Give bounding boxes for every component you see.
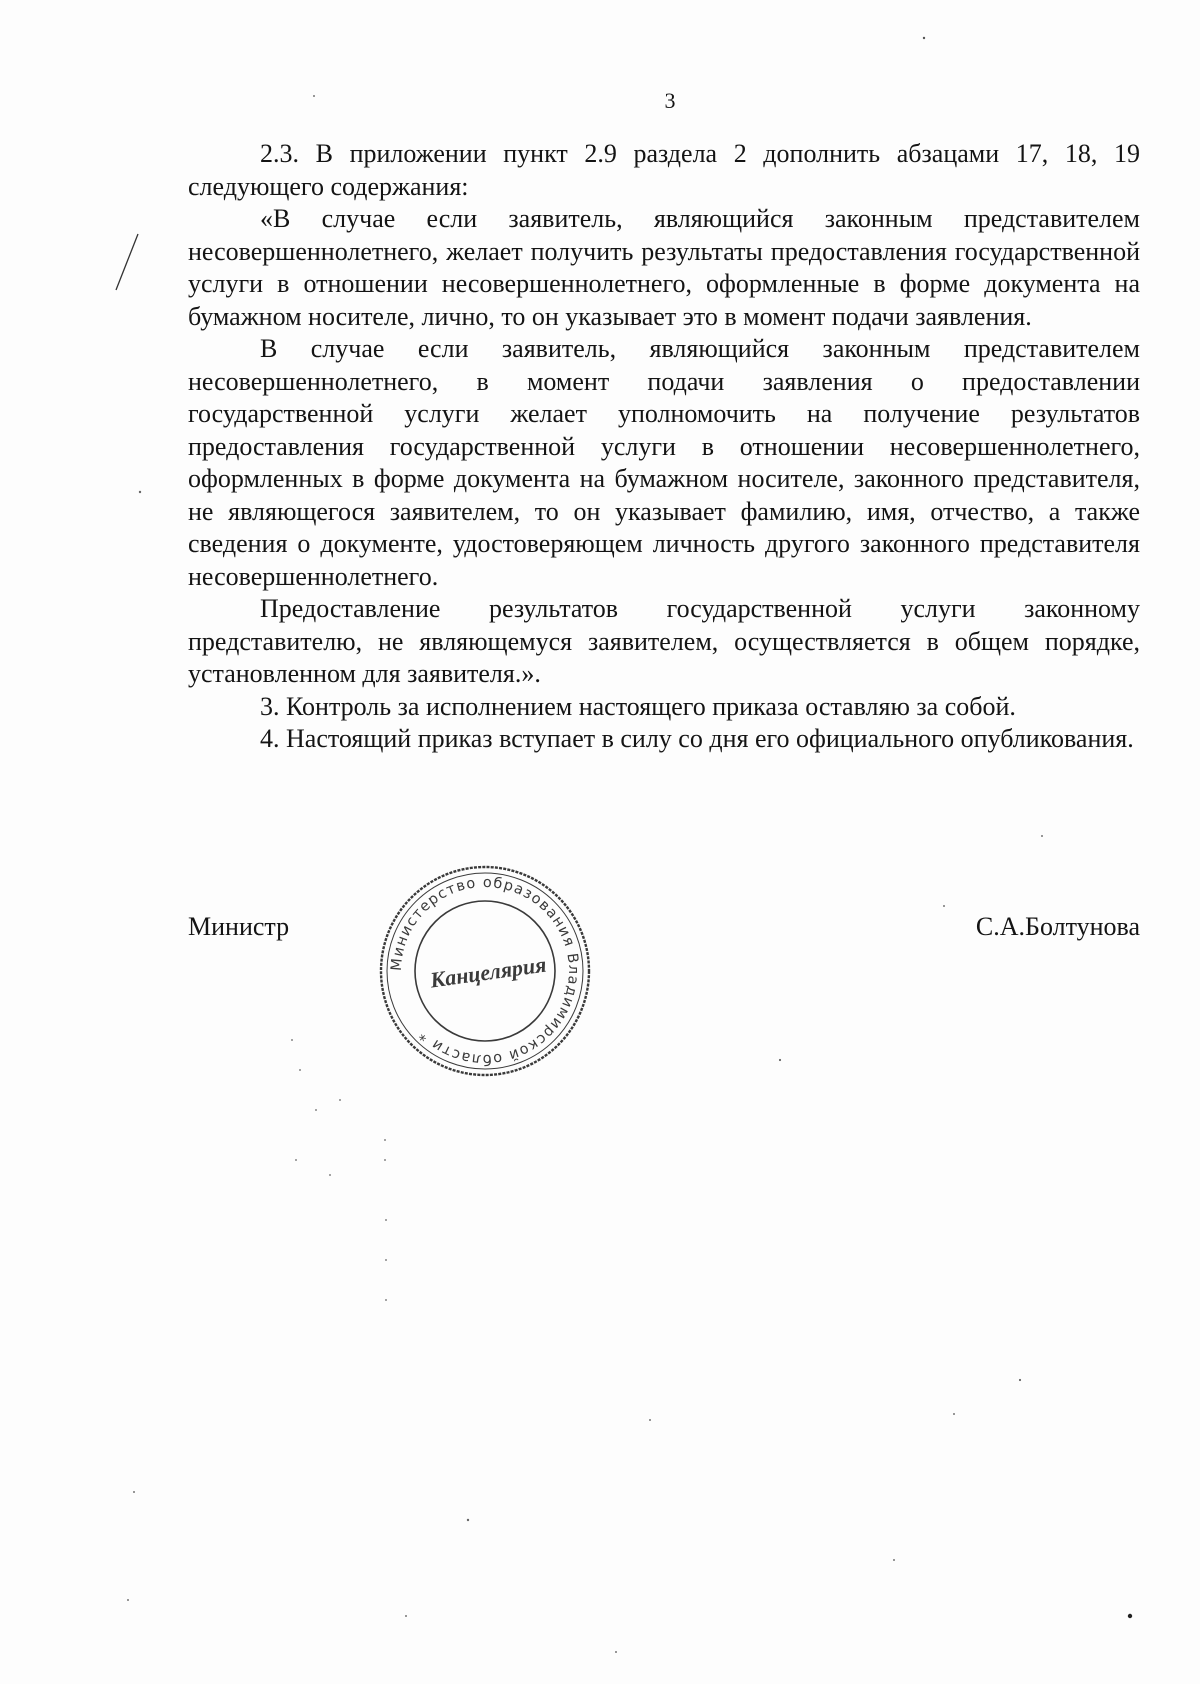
stamp-center-text: Канцелярия [428, 951, 548, 993]
paragraph-quote-2: В случае если заявитель, являющийся законным представителем несовершеннолетнего, в момент подачи заявления о предоставлении государственной услуги желает уполномочить на получение результатов предоставления государственной услуги в отношении несовершеннолетнего, оформленных в форме документа на бумажном носителе, законного представителя, не являющегося заявителем, то он указывает фамилию, имя, отчество, а также сведения о документе, удостоверяющем личность другого законного представителя несовершеннолетнего. [188, 334, 1140, 591]
paragraph-quote-1: «В случае если заявитель, являющийся законным представителем несовершеннолетнего, желает получить результаты предоставления государственной услуги в отношении несовершеннолетнего, оформленные в форме документа на бумажном носителе, лично, то он указывает это в момент подачи заявления. [188, 204, 1140, 331]
margin-pen-mark [112, 232, 142, 292]
document-body [188, 138, 1140, 756]
office-stamp [376, 862, 594, 1080]
signer-name: С.А.Болтунова [975, 912, 1140, 941]
signature-block [188, 912, 1140, 952]
signer-title: Министр [188, 912, 290, 941]
paragraph-quote-3: Предоставление результатов государственной услуги законному представителю, не являющемуся заявителем, осуществляется в общем порядке, установленном для заявителя.». [188, 594, 1140, 688]
paragraph-4: 4. Настоящий приказ вступает в силу со дня его официального опубликования. [260, 724, 1134, 753]
stamp-ring-textpath: Министерство образования Владимирской области * [388, 874, 582, 1068]
page-number: 3 [664, 88, 676, 113]
paragraph-3: 3. Контроль за исполнением настоящего приказа оставляю за собой. [260, 691, 1016, 721]
paragraph-2-3: 2.3. В приложении пункт 2.9 раздела 2 дополнить абзацами 17, 18, 19 следующего содержания: [188, 139, 1140, 201]
